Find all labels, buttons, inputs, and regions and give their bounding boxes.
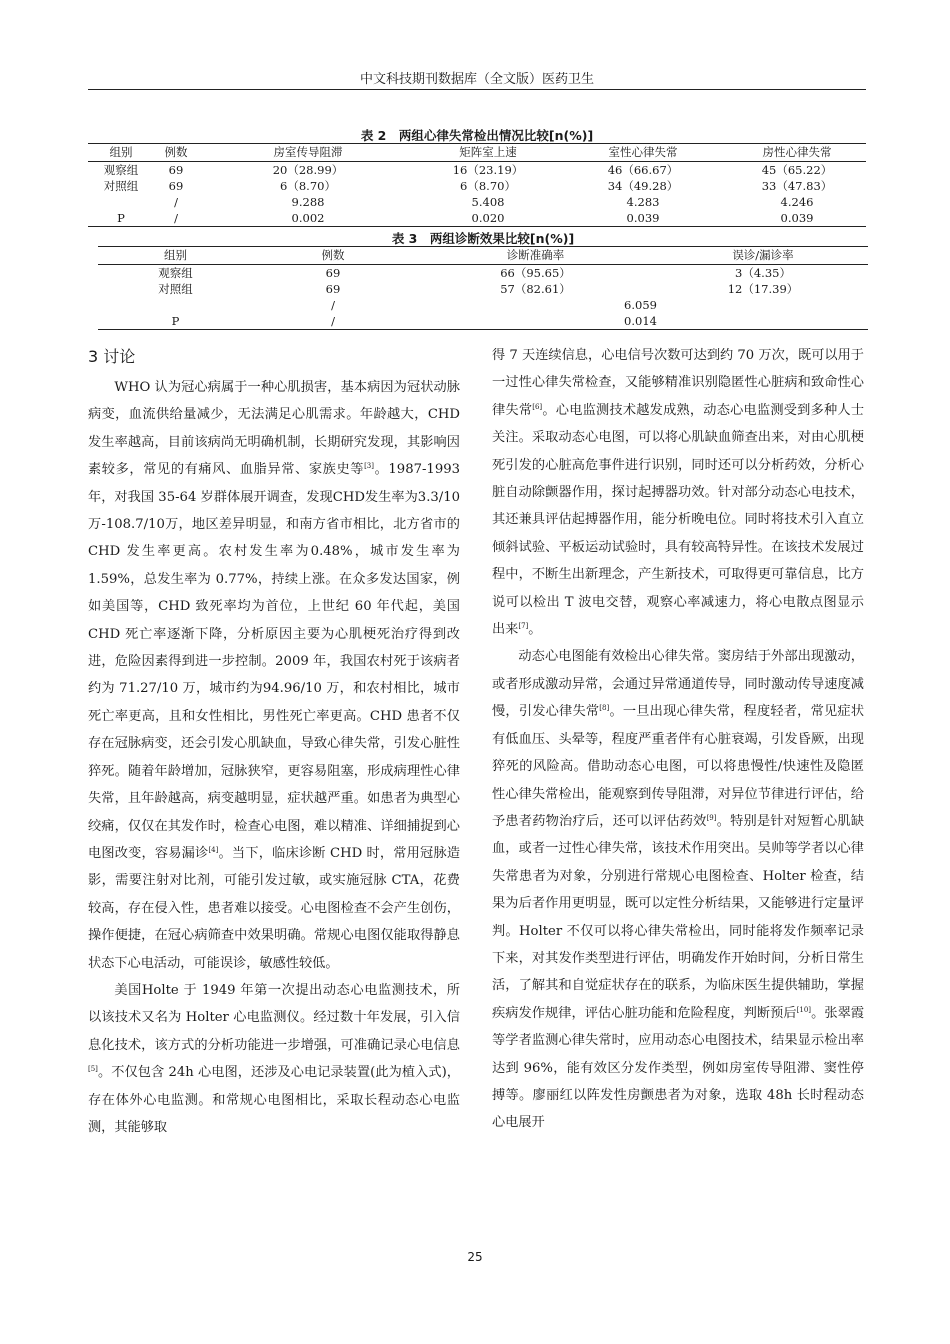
table-cell: 观察组 [158,266,193,280]
table3 [98,246,868,330]
table-row [88,194,866,210]
table3-header-cell: 诊断准确率 [413,247,658,265]
table-cell: 4.283 [626,195,660,209]
text-run: 美国Holte 于 1949 年第一次提出动态心电监测技术，所以该技术又名为 Holter 心电监测仪。经过数十年发展，引入信息化技术，该方式的分析功能进一步增强，可准确记录心电信息 [88,982,460,1053]
citation: [6] [532,402,543,411]
table-cell: 57（82.61） [500,282,571,296]
citation: [10] [796,1005,812,1014]
table-cell: 69 [325,266,341,280]
table-cell: 16（23.19） [452,163,524,177]
table-cell: / [331,298,335,312]
citation: [5] [88,1065,98,1074]
table2-header-cell: 房室传导阻滞 [198,144,418,162]
text-run: 动态心电图能有效检出心律失常。窦房结于外部出现激动，或者形成激动异常，会通过异常通道传导，同时激动传导速度减慢，引发心律失常 [492,649,864,720]
page-number: 25 [467,1250,483,1264]
table-cell: 0.020 [471,211,505,225]
table-cell: 69 [168,179,184,193]
table-cell: 9.288 [291,195,325,209]
paragraph [88,374,460,977]
table-cell: / [174,211,178,225]
table3-header-row [98,247,868,265]
paragraph [88,977,460,1141]
table2-caption: 表 2 两组心律失常检出情况比较[n(%)] [360,128,594,143]
table-cell: 20（28.99） [272,163,344,177]
paragraph [492,643,864,1136]
text-run: 。心电监测技术越发成熟，动态心电监测受到多种人士关注。采取动态心电图，可以将心肌缺血筛查出来，对由心肌梗死引发的心脏高危事件进行识别，同时还可以分析药效，分析心脏自动除颤器作用，探讨起搏器功效。针对部分动态心电技术，其还兼具评估起搏器作用，能分析晚电位。同时将技术引入直立倾斜试验、平板运动试验时，具有较高特异性。在该技术发展过程中，不断生出新理念，产生新技术，可取得更可靠信息，比方说可以检出 T 波电交替，观察心率减速力，将心电散点图显示出来 [492,402,865,638]
table-cell: 3（4.35） [735,266,791,280]
table-cell [98,297,253,313]
table-cell: / [331,314,335,328]
table-cell: 4.246 [780,195,814,209]
table-row [88,178,866,194]
table-cell: P [117,211,125,225]
text-run: 。张翠霞等学者监测心律失常时，应用动态心电图技术，结果显示检出率达到 96%，能有效区分发作类型，例如房室传导阻滞、窦性停搏等。廖丽红以阵发性房颤患者为对象，选取 48h 长时程动态心电展开 [492,1005,865,1131]
table-cell: 对照组 [103,179,139,193]
table-cell: 46（66.67） [607,163,679,177]
table-cell: 0.014 [624,314,657,328]
text-run: 。一旦出现心律失常，程度轻者，常见症状有低血压、头晕等，程度严重者伴有心脏衰竭，引发昏厥，出现猝死的风险高。借助动态心电图，可以将患慢性/快速性及隐匿性心律失常检出，能观察到传导阻滞，对异位节律进行评估，给予患者药物治疗后，还可以评估药效 [492,704,865,829]
right-column [492,342,864,1137]
text-run: 。特别是针对短暂心肌缺血，或者一过性心律失常，该技术作用突出。吴帅等学者以心律失常患者为对象，分别进行常规心电图检查、Holter 检查，结果为后者作用更明显，既可以定性分析结果，又能够进行定量评判。Holter 不仅可以将心律失常检出，同时能将发作频率记录下来，对其发作类型进行评估，明确发作开始时间，分析日常生活，了解其和自觉症状存在的联系，为临床医生提供辅助，掌握疾病发作规律，评估心脏功能和危险程度，判断预后 [492,813,865,1021]
table-cell: / [174,195,178,209]
section-heading: 3 讨论 [88,347,136,366]
table2-header-cell: 室性心律失常 [558,144,728,162]
table-row [98,313,868,330]
table-row [88,210,866,227]
table-row [98,265,868,282]
table2-header-cell: 矩阵室上速 [418,144,558,162]
citation: [3] [364,462,374,471]
table-cell: 0.002 [291,211,325,225]
text-run: 。 [528,622,542,638]
citation: [7] [518,622,529,631]
table-cell: 45（65.22） [761,163,833,177]
table3-caption: 表 3 两组诊断效果比较[n(%)] [391,231,575,246]
citation: [4] [208,845,219,854]
table2-header-cell: 例数 [154,144,198,162]
left-column [88,342,460,1141]
journal-header: 中文科技期刊数据库（全文版）医药卫生 [359,72,594,87]
paragraph [492,342,864,643]
table-cell: 6（8.70） [460,179,516,193]
text-run: 得 7 天连续信息，心电信号次数可达到约 70 万次，既可以用于一过性心律失常检查，又能够精准识别隐匿性心脏病和致命性心律失常 [492,348,864,418]
table-cell: 5.408 [471,195,505,209]
table-cell: P [171,314,180,328]
table-cell: 66（95.65） [500,266,571,280]
table2-header-cell: 组别 [88,144,154,162]
table3-header-cell: 组别 [98,247,253,265]
table-cell: 0.039 [780,211,814,225]
table-cell: 69 [168,163,184,177]
table-cell [88,194,154,210]
header-divider [88,89,866,90]
citation: [8] [599,704,610,713]
text-run: 。不仅包含 24h 心电图，还涉及心电记录装置(此为植入式)，存在体外心电监测。和常规心电图相比，采取长程动态心电监测，其能够取 [88,1065,460,1135]
table2-header-cell: 房性心律失常 [728,144,866,162]
text-run: 。当下，临床诊断 CHD 时，常用冠脉造影，需要注射对比剂，可能引发过敏，或实施冠脉 CTA，花费较高，存在侵入性，患者难以接受。心电图检查不会产生创伤，操作便捷，在冠心病筛查中效果明确。常规心电图仅能取得静息状态下心电活动，可能误诊，敏感性较低。 [88,845,461,971]
table3-header-cell: 例数 [253,247,413,265]
text-run: WHO 认为冠心病属于一种心肌损害，基本病因为冠状动脉病变，血流供给量减少，无法满足心肌需求。年龄越大，CHD 发生率越高，目前该病尚无明确机制，长期研究发现，其影响因素较多，常见的有痛风、血脂异常、家族史等 [88,380,460,478]
table-cell: 6.059 [624,298,657,312]
table-row [88,162,866,179]
table2 [88,143,866,227]
citation: [9] [706,813,717,822]
table-cell: 69 [325,282,341,296]
table-cell: 0.039 [626,211,660,225]
table-cell: 对照组 [158,282,193,296]
table-row [98,281,868,297]
table-cell: 33（47.83） [761,179,833,193]
table-cell: 34（49.28） [607,179,679,193]
table3-header-cell: 误诊/漏诊率 [658,247,868,265]
table2-header-row [88,144,866,162]
table-cell: 6（8.70） [280,179,336,193]
table-cell: 观察组 [103,163,139,177]
text-run: 。1987-1993 年，对我国 35-64 岁群体展开调查，发现CHD发生率为3.3/10万-108.7/10万，地区差异明显，和南方省市相比，北方省市的 CHD 发生率更高。农村发生率为0.48%，城市发生率为1.59%，总发生率为 0.77%，持续上涨。在众多发达国家，例如美国等，CHD 致死率均为首位，上世纪 60 年代起，美国 CHD 死亡率逐渐下降，分析原因主要为心肌梗死治疗得到改进，危险因素得到进一步控制。2009 年，我国农村死于该病者约为 71.27/10 万，城市约为94.96/10 万，和农村相比，城市死亡率更高，且和女性相比，男性死亡率更高。CHD 患者不仅存在冠脉病变，还会引发心肌缺血，导致心律失常，引发心脏性猝死。随着年龄增加，冠脉狭窄，更容易阻塞，形成病理性心律失常，且年龄越高，病变越明显，症状越严重。如患者为典型心绞痛，仅仅在其发作时，检查心电图，难以精准、详细捕捉到心电图改变，容易漏诊 [88,462,460,861]
table-row [98,297,868,313]
table-cell: 12（17.39） [727,282,799,296]
